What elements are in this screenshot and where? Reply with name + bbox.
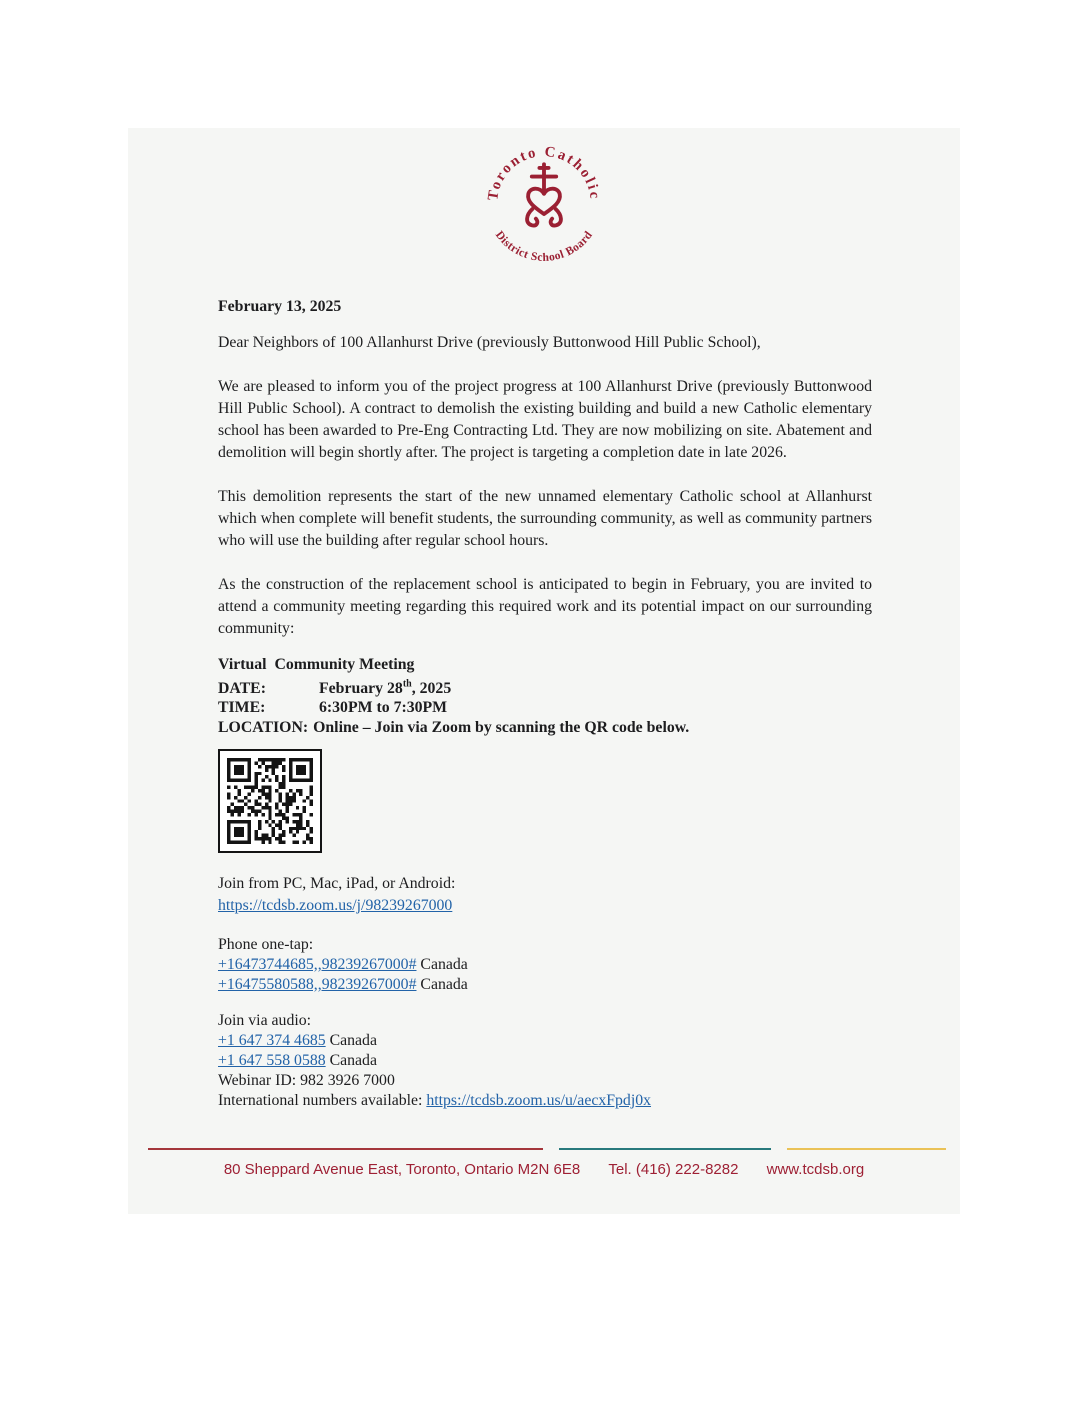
footer-divider-gold xyxy=(787,1148,946,1150)
phone-one-tap-link-2[interactable]: +16475580588,,98239267000# xyxy=(218,976,417,994)
logo-bottom-arc-text: District School Board xyxy=(492,228,596,264)
meeting-time-row xyxy=(218,698,872,718)
footer-address: 80 Sheppard Avenue East, Toronto, Ontario M2N 6E8 xyxy=(223,1161,581,1178)
meeting-time-value: 6:30PM to 7:30PM xyxy=(319,699,448,717)
letter-date: February 13, 2025 xyxy=(218,298,342,315)
footer-website: www.tcdsb.org xyxy=(766,1161,865,1178)
meeting-time-label: TIME: xyxy=(218,699,266,717)
audio-number-link-1[interactable]: +1 647 374 4685 xyxy=(218,1032,326,1050)
paragraph-invitation: As the construction of the replacement school is anticipated to begin in February, you are invited to attend a community meeting regarding this required work and its potential impact on our surrounding community: xyxy=(218,576,872,637)
audio-number-row xyxy=(218,1051,872,1071)
logo-top-arc-text: Toronto Catholic xyxy=(485,143,603,202)
join-pc-label: Join from PC, Mac, iPad, or Android: xyxy=(218,875,456,893)
footer-contact-line xyxy=(128,1161,960,1178)
meeting-date-row xyxy=(218,675,872,699)
letter-page xyxy=(128,128,960,1214)
tcdsb-logo xyxy=(478,142,610,274)
join-audio-section xyxy=(218,1011,872,1111)
meeting-location-label: LOCATION: xyxy=(218,718,309,736)
join-audio-label: Join via audio: xyxy=(218,1012,312,1030)
meeting-date-label: DATE: xyxy=(218,679,266,697)
international-numbers-row xyxy=(218,1091,872,1111)
webinar-id: Webinar ID: 982 3926 7000 xyxy=(218,1072,395,1090)
meeting-location-row xyxy=(218,718,872,738)
paragraph-project-progress: We are pleased to inform you of the project progress at 100 Allanhurst Drive (previously Buttonwood Hill Public School). A contract to demolish the existing building and build a new Catholic elementary school has been awarded to Pre-Eng Contracting Ltd. They are now mobilizing on site. Abatement and demolition will begin shortly after. The project is targeting a completion date in late 2026. xyxy=(218,378,872,461)
audio-number-link-2[interactable]: +1 647 558 0588 xyxy=(218,1052,326,1070)
meeting-location-value: Online – Join via Zoom by scanning the QR code below. xyxy=(313,718,690,736)
phone-one-tap-label: Phone one-tap: xyxy=(218,936,314,954)
zoom-meeting-link[interactable]: https://tcdsb.zoom.us/j/98239267000 xyxy=(218,897,453,915)
letterhead-footer xyxy=(128,1148,960,1178)
phone-one-tap-country-1: Canada xyxy=(416,956,468,974)
meeting-title: Virtual Community Meeting xyxy=(218,656,415,673)
footer-divider xyxy=(148,1148,960,1150)
phone-one-tap-country-2: Canada xyxy=(416,976,468,994)
logo-container xyxy=(128,128,960,274)
phone-one-tap-link-1[interactable]: +16473744685,,98239267000# xyxy=(218,956,417,974)
meeting-details xyxy=(218,655,872,737)
international-numbers-link[interactable]: https://tcdsb.zoom.us/u/aecxFpdj0x xyxy=(426,1092,652,1110)
qr-code xyxy=(218,749,322,853)
phone-one-tap-row xyxy=(218,955,872,975)
salutation: Dear Neighbors of 100 Allanhurst Drive (previously Buttonwood Hill Public School), xyxy=(218,334,761,351)
meeting-date-value: February 28th, 2025 xyxy=(319,678,452,697)
phone-one-tap-section xyxy=(218,935,872,995)
phone-one-tap-row xyxy=(218,975,872,995)
audio-country-1: Canada xyxy=(325,1032,377,1050)
cross-heart-icon xyxy=(527,164,561,225)
audio-country-2: Canada xyxy=(325,1052,377,1070)
footer-divider-red xyxy=(148,1148,543,1150)
audio-number-row xyxy=(218,1031,872,1051)
join-pc-section xyxy=(218,873,872,917)
footer-divider-teal xyxy=(559,1148,771,1150)
international-numbers-label: International numbers available: xyxy=(218,1092,427,1110)
footer-telephone: Tel. (416) 222-8282 xyxy=(608,1161,739,1178)
letter-body xyxy=(128,296,960,1111)
qr-code-pattern xyxy=(227,758,313,844)
paragraph-demolition: This demolition represents the start of the new unnamed elementary Catholic school at Allanhurst which when complete will benefit students, the surrounding community, as well as community partners who will use the building after regular school hours. xyxy=(218,488,872,549)
